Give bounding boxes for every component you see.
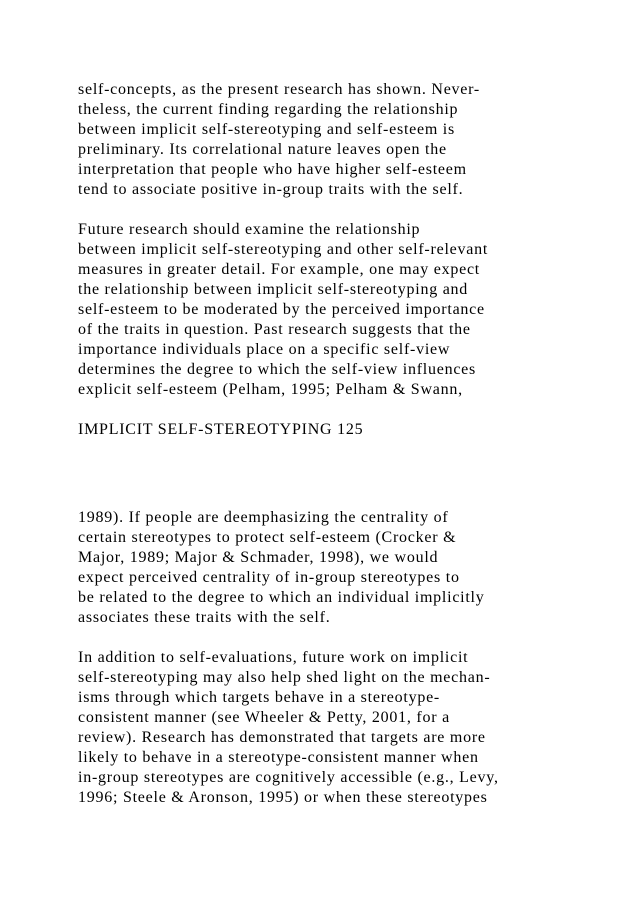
text-line: self-stereotyping may also help shed light on the mechan- — [78, 669, 491, 686]
text-line: isms through which targets behave in a stereotype- — [78, 689, 441, 706]
text-line: of the traits in question. Past research suggests that the — [78, 321, 471, 338]
text-line: between implicit self-stereotyping and self-esteem is — [78, 121, 455, 138]
text-line: Future research should examine the relationship — [78, 221, 421, 238]
text-line: measures in greater detail. For example, one may expect — [78, 261, 480, 278]
text-line: expect perceived centrality of in-group stereotypes to — [78, 569, 460, 586]
text-line: self-concepts, as the present research has shown. Never- — [78, 81, 480, 98]
text-line: be related to the degree to which an individual implicitly — [78, 589, 485, 606]
text-line: 1996; Steele & Aronson, 1995) or when these stereotypes — [78, 789, 488, 806]
text-line: preliminary. Its correlational nature leaves open the — [78, 141, 447, 158]
text-line: determines the degree to which the self-view influences — [78, 361, 476, 378]
running-header: IMPLICIT SELF-STEREOTYPING 125 — [78, 421, 364, 438]
text-line: in-group stereotypes are cognitively accessible (e.g., Levy, — [78, 769, 499, 786]
text-line: between implicit self-stereotyping and other self-relevant — [78, 241, 489, 258]
text-line: importance individuals place on a specific self-view — [78, 341, 451, 358]
text-line: the relationship between implicit self-stereotyping and — [78, 281, 469, 298]
text-line: Major, 1989; Major & Schmader, 1998), we would — [78, 549, 439, 566]
text-line: explicit self-esteem (Pelham, 1995; Pelham & Swann, — [78, 381, 463, 398]
text-line: self-esteem to be moderated by the perceived importance — [78, 301, 485, 318]
text-line: certain stereotypes to protect self-esteem (Crocker & — [78, 529, 457, 546]
text-line: theless, the current finding regarding the relationship — [78, 101, 459, 118]
text-line: 1989). If people are deemphasizing the centrality of — [78, 509, 449, 526]
text-line: consistent manner (see Wheeler & Petty, 2001, for a — [78, 709, 450, 726]
text-line: interpretation that people who have higher self-esteem — [78, 161, 467, 178]
text-line: In addition to self-evaluations, future work on implicit — [78, 649, 469, 666]
text-line: tend to associate positive in-group traits with the self. — [78, 181, 464, 198]
text-line: likely to behave in a stereotype-consistent manner when — [78, 749, 479, 766]
text-line: review). Research has demonstrated that targets are more — [78, 729, 486, 746]
text-line: associates these traits with the self. — [78, 609, 331, 626]
